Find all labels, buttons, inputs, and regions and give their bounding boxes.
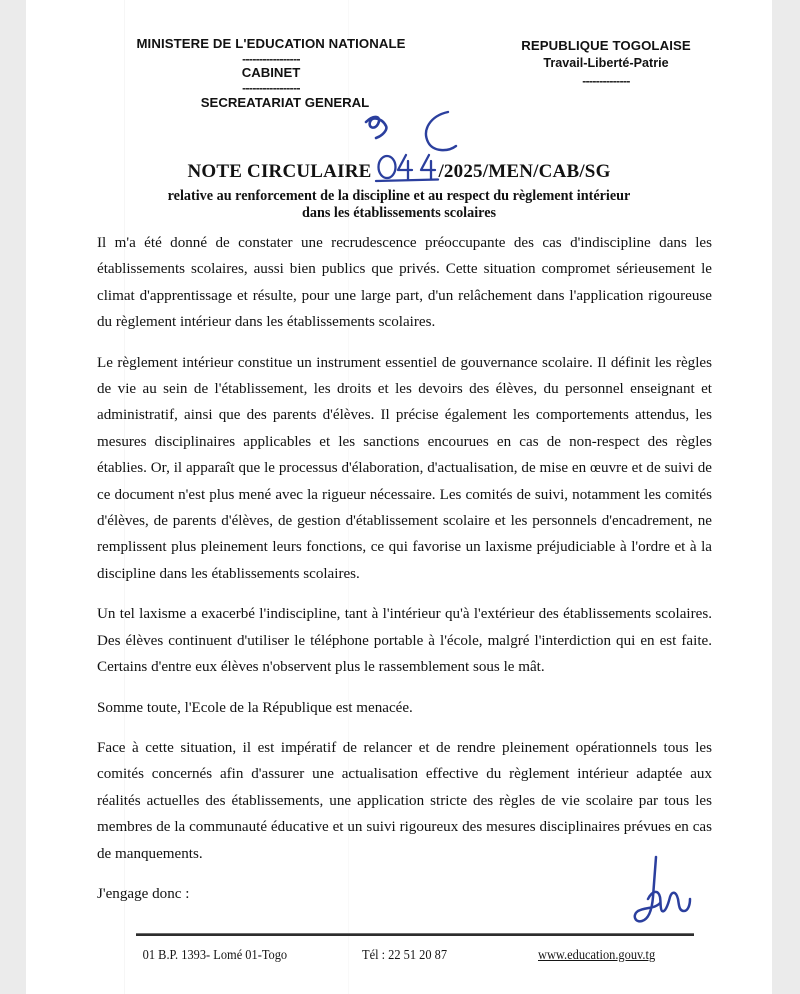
subtitle-line-2: dans les établissements scolaires <box>301 205 497 222</box>
footer-address: 01 B.P. 1393- Lomé 01-Togo <box>142 947 288 962</box>
letterhead-right-block <box>456 38 756 88</box>
letterhead-divider-top: ----------------- <box>242 51 300 66</box>
ministry-name: MINISTERE DE L'EDUCATION NATIONALE <box>136 36 406 51</box>
letterhead-left-block <box>86 36 456 112</box>
national-motto: Travail-Liberté-Patrie <box>543 55 669 70</box>
body-paragraph-2: Le règlement intérieur constitue un instrument essentiel de gouvernance scolaire. Il définit les règles de vie au sein de l'établissement, les droits et les devoirs des élèves, du personnel enseignant et administratif, ainsi que des parents d'élèves. Il précise également les comportements attendus, les mesures disciplinaires applicables et les sanctions encourues en cas de non-respect des règles établies. Or, il apparaît que le processus d'élaboration, d'actualisation, de mise en œuvre et de suivi de ce document n'est plus mené avec la rigueur nécessaire. Les comités de suivi, notamment les comités d'élèves, de parents d'élèves, de gestion d'établissement scolaire et les personnels d'encadrement, ne remplissent plus pleinement leurs fonctions, ce qui favorise un laxisme préjudiciable à l'ordre et à la discipline dans les établissements scolaires. <box>97 354 712 582</box>
footer-phone: Tél : 22 51 20 87 <box>361 947 447 962</box>
title-prefix: NOTE CIRCULAIRE <box>187 161 372 182</box>
body-paragraph-6: J'engage donc : <box>97 885 190 902</box>
letterhead-divider-bottom: ----------------- <box>242 81 300 96</box>
subtitle-line-1: relative au renforcement de la discipline et au respect du règlement intérieur <box>167 188 631 204</box>
document-body <box>97 230 712 907</box>
body-paragraph-3: Un tel laxisme a exacerbé l'indiscipline, tant à l'intérieur qu'à l'extérieur des établissements scolaires. Des élèves continuent d'utiliser le téléphone portable à l'école, malgré l'interdiction qui en est faite. Certains d'entre eux élèves n'observent plus le rassemblement sous le mât. <box>97 606 712 676</box>
body-paragraph-4: Somme toute, l'Ecole de la République est menacée. <box>97 699 413 716</box>
body-paragraph-1: Il m'a été donné de constater une recrudescence préoccupante des cas d'indiscipline dans les établissements scolaires, aussi bien publics que privés. Cette situation compromet sérieusement le climat d'apprentissage et résulte, pour une large part, d'un relâchement dans l'application rigoureuse du règlement intérieur dans les établissements scolaires. <box>97 235 712 331</box>
document-page <box>26 0 772 994</box>
document-title <box>26 158 772 183</box>
secretariat-general-label: SECREATARIAT GENERAL <box>200 94 370 110</box>
republic-name: REPUBLIQUE TOGOLAISE <box>521 38 691 53</box>
letterhead-right-divider: -------------- <box>582 74 630 88</box>
title-suffix: /2025/MEN/CAB/SG <box>438 161 611 182</box>
footer-divider-rule <box>136 933 694 936</box>
body-paragraph-5: Face à cette situation, il est impératif de relancer et de rendre pleinement opérationnels tous les comités concernés afin d'assurer une actualisation effective du règlement intérieur adaptée aux réalités actuelles des établissements, une application stricte des règles de vie scolaire par tous les membres de la communauté éducative et un suivi rigoureux des mesures disciplinaires prévues en cas de manquements. <box>97 739 712 862</box>
cabinet-label: CABINET <box>241 65 301 81</box>
handwritten-bracket-mark <box>418 110 464 154</box>
footer-website-link[interactable]: www.education.gouv.tg <box>538 947 656 962</box>
handwritten-reference-number <box>376 158 438 180</box>
document-subtitle <box>26 188 772 223</box>
title-block <box>26 158 772 223</box>
letterhead <box>26 36 772 120</box>
handwritten-number-044 <box>374 149 440 187</box>
footer <box>122 944 710 966</box>
